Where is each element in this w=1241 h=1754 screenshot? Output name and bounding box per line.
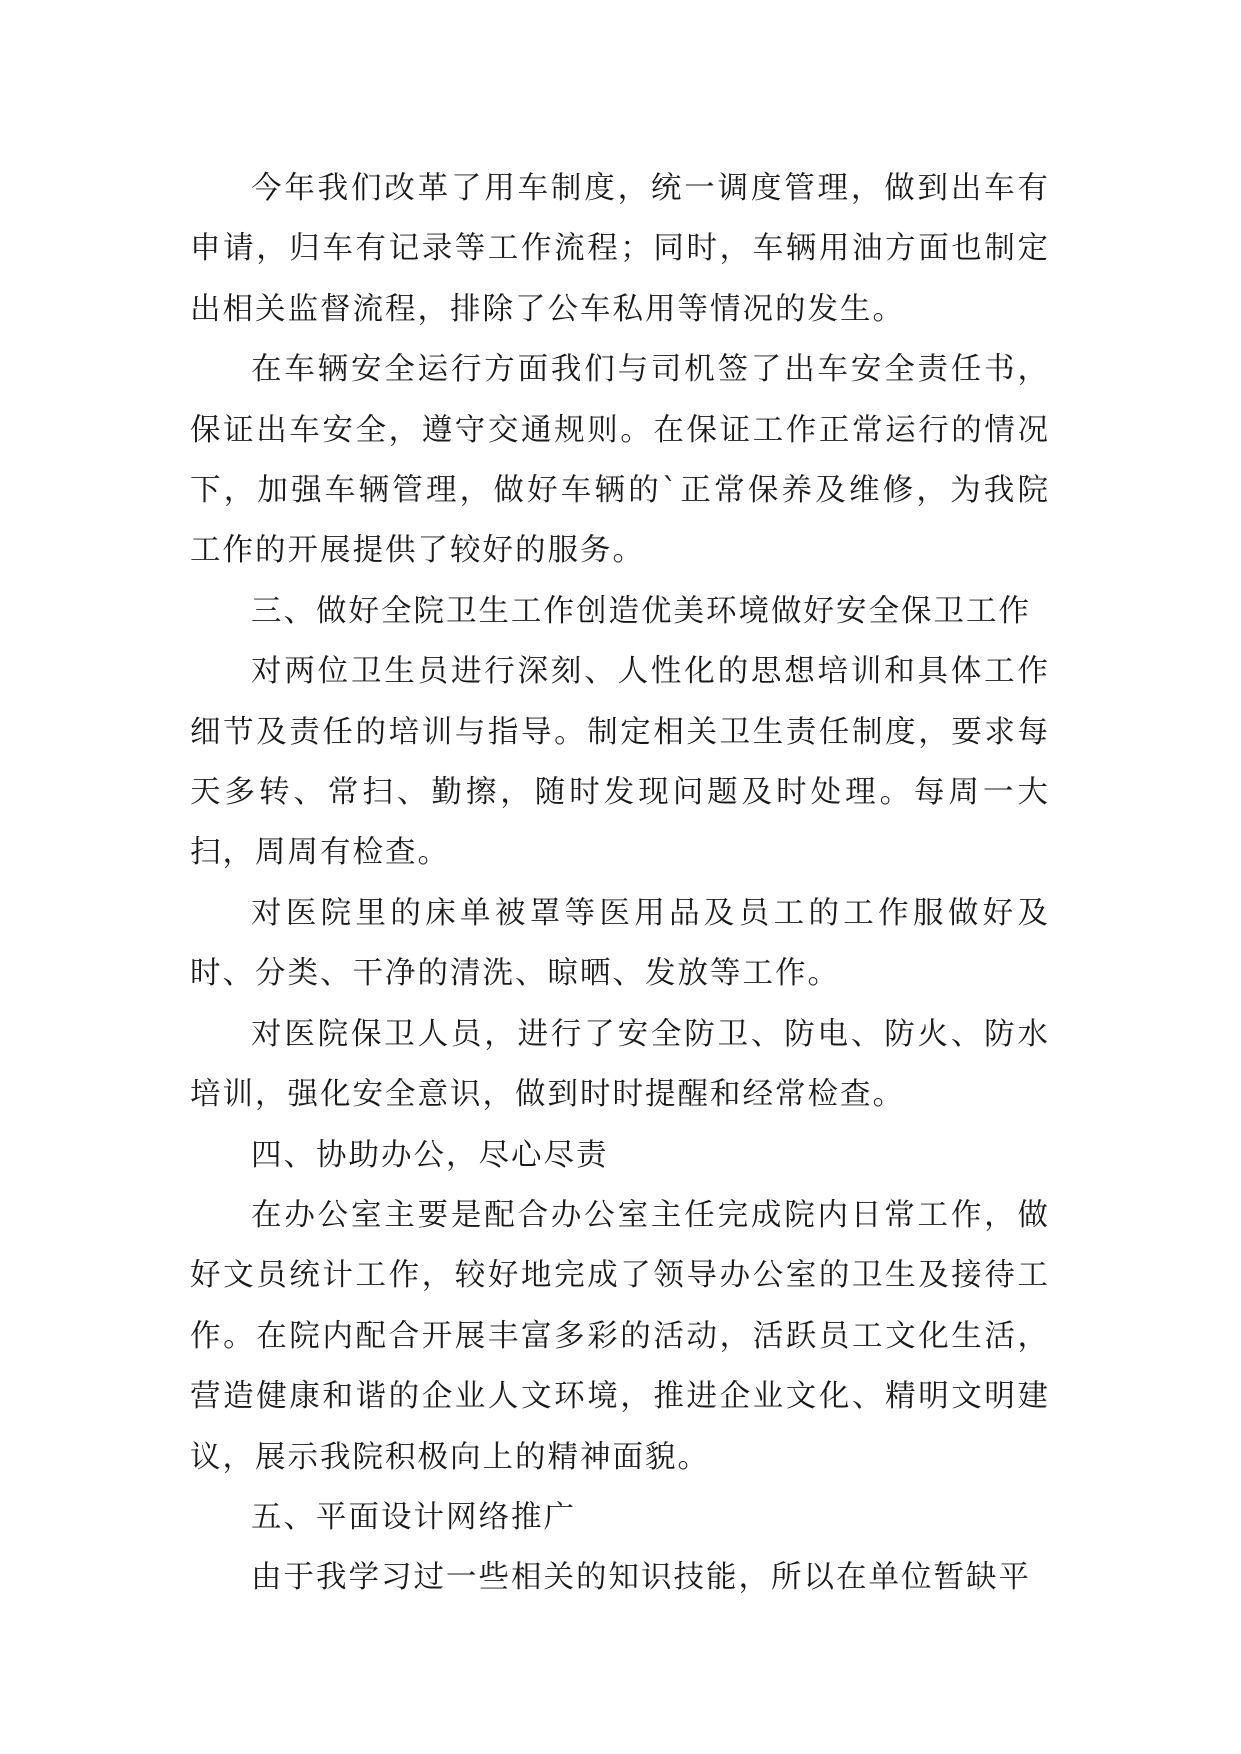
- paragraph-cleaning-staff: 对两位卫生员进行深刻、人性化的思想培训和具体工作细节及责任的培训与指导。制定相关卫生责任制度，要求每天多转、常扫、勤擦，随时发现问题及时处理。每周一大扫，周周有检查。: [190, 654, 1050, 871]
- paragraph-security-staff: 对医院保卫人员，进行了安全防卫、防电、防火、防水培训，强化安全意识，做到时时提醒和经常检查。: [190, 1016, 1050, 1113]
- section-heading-graphic-design: 五、平面设计网络推广: [251, 1499, 576, 1535]
- paragraph-vehicle-policy: 今年我们改革了用车制度，统一调度管理，做到出车有申请，归车有记录等工作流程；同时，车辆用油方面也制定出相关监督流程，排除了公车私用等情况的发生。: [190, 171, 1050, 327]
- paragraph-office-work: 在办公室主要是配合办公室主任完成院内日常工作，做好文员统计工作，较好地完成了领导办公室的卫生及接待工作。在院内配合开展丰富多彩的活动，活跃员工文化生活，营造健康和谐的企业人文环境，推进企业文化、精明文明建议，展示我院积极向上的精神面貌。: [190, 1197, 1050, 1475]
- paragraph-linen: 对医院里的床单被罩等医用品及员工的工作服做好及时、分类、干净的清洗、晾晒、发放等工作。: [190, 895, 1050, 992]
- document-body: [190, 159, 1050, 1609]
- paragraph-design-skills: 由于我学习过一些相关的知识技能，所以在单位暂缺平: [251, 1560, 1031, 1596]
- paragraph-vehicle-safety: 在车辆安全运行方面我们与司机签了出车安全责任书，保证出车安全，遵守交通规则。在保证工作正常运行的情况下，加强车辆管理，做好车辆的`正常保养及维修，为我院工作的开展提供了较好的服务。: [190, 352, 1050, 569]
- section-heading-hygiene-security: 三、做好全院卫生工作创造优美环境做好安全保卫工作: [251, 593, 1031, 629]
- section-heading-office-support: 四、协助办公，尽心尽责: [251, 1137, 609, 1173]
